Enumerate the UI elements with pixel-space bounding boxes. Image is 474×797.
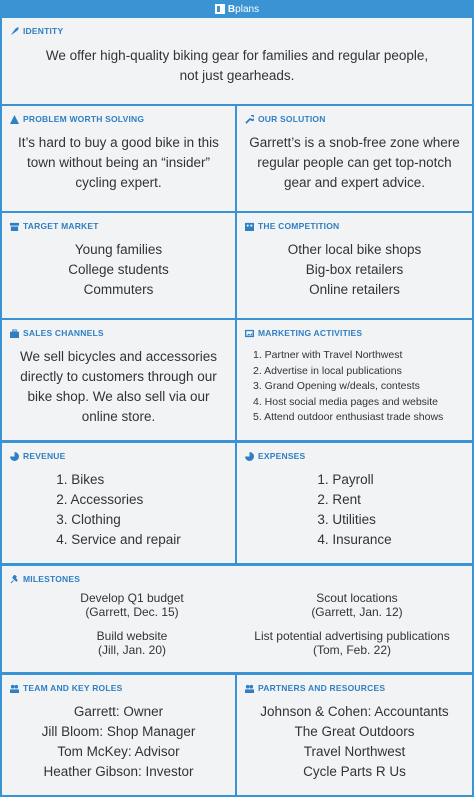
list-item: 3. Clothing xyxy=(56,512,121,527)
revenue-section xyxy=(2,443,235,563)
list-item: 2. Accessories xyxy=(56,492,144,507)
list-item: Commuters xyxy=(83,282,154,297)
list-item: Online retailers xyxy=(309,282,400,297)
list-item: Young families xyxy=(74,242,163,257)
list-item: Heather Gibson: Investor xyxy=(43,764,194,779)
solution-text: Garrett’s is a snob-free zone where regular people can get top-notch gear and expert advice. xyxy=(249,135,460,190)
warning-icon xyxy=(10,115,19,124)
pushpin-icon xyxy=(10,575,19,584)
rocket-icon xyxy=(10,27,19,36)
milestones-section xyxy=(2,566,472,672)
list-item: 5. Attend outdoor enthusiast trade shows xyxy=(253,411,444,423)
list-item: 4. Service and repair xyxy=(56,532,181,547)
list-item: 1. Payroll xyxy=(317,472,374,487)
solution-header: OUR SOLUTION xyxy=(245,114,326,124)
picture-icon xyxy=(245,329,254,338)
list-item: Big-box retailers xyxy=(305,262,404,277)
list-item: 4. Insurance xyxy=(317,532,392,547)
milestone-item xyxy=(232,629,472,657)
milestone-task: Scout locations xyxy=(316,591,398,605)
competition-list xyxy=(237,240,472,300)
milestone-item xyxy=(22,629,242,657)
list-item: 4. Host social media pages and website xyxy=(253,395,439,408)
list-item: 2. Rent xyxy=(317,492,361,507)
list-item: Jill Bloom: Shop Manager xyxy=(41,724,196,739)
list-item: 3. Utilities xyxy=(317,512,376,527)
pie-chart-icon xyxy=(245,452,254,461)
revenue-list xyxy=(2,470,235,550)
list-item: 3. Grand Opening w/deals, contests xyxy=(253,380,420,392)
team-list xyxy=(2,702,235,782)
milestone-task: Develop Q1 budget xyxy=(80,591,184,605)
list-item: 1. Bikes xyxy=(56,472,105,487)
store-icon xyxy=(10,222,19,231)
milestone-owner-date: (Garrett, Jan. 12) xyxy=(311,605,403,619)
milestone-owner-date: (Garrett, Dec. 15) xyxy=(85,605,179,619)
list-item: Tom McKey: Advisor xyxy=(57,744,180,759)
partners-list xyxy=(237,702,472,782)
milestone-item xyxy=(242,591,472,619)
competition-section xyxy=(237,213,472,318)
top-bar xyxy=(0,0,474,18)
list-item: Travel Northwest xyxy=(303,744,406,759)
milestone-owner-date: (Tom, Feb. 22) xyxy=(312,643,392,657)
pie-chart-icon xyxy=(10,452,19,461)
target-market-list xyxy=(2,240,235,300)
expenses-list xyxy=(237,470,472,550)
wrench-icon xyxy=(245,115,254,124)
list-item: College students xyxy=(68,262,169,277)
list-item: Johnson & Cohen: Accountants xyxy=(260,704,449,719)
sales-channels-section xyxy=(2,320,235,440)
revenue-header: REVENUE xyxy=(10,451,66,461)
milestone-owner-date: (Jill, Jan. 20) xyxy=(97,643,167,657)
identity-header: IDENTITY xyxy=(10,26,63,36)
sales-channels-text: We sell bicycles and accessories directly to customers through our bike shop. We also sell via our online store. xyxy=(19,349,218,424)
list-item: Cycle Parts R Us xyxy=(303,764,406,779)
marketing-section xyxy=(237,320,472,440)
bplans-logo[interactable]: Bplans xyxy=(227,3,260,15)
milestones-header: MILESTONES xyxy=(10,574,80,584)
list-item: 1. Partner with Travel Northwest xyxy=(253,349,403,361)
solution-section xyxy=(237,106,472,211)
target-market-header: TARGET MARKET xyxy=(10,221,99,231)
list-item: Other local bike shops xyxy=(287,242,422,257)
partners-section xyxy=(237,675,472,795)
sales-channels-header: SALES CHANNELS xyxy=(10,328,104,338)
expenses-header: EXPENSES xyxy=(245,451,305,461)
problem-text: It’s hard to buy a good bike in this town without being an “insider” cycling expert. xyxy=(18,135,219,190)
building-icon xyxy=(245,222,254,231)
milestone-item xyxy=(22,591,242,619)
milestone-task: Build website xyxy=(96,629,168,643)
team-header: TEAM AND KEY ROLES xyxy=(10,683,122,693)
milestone-task: List potential advertising publications xyxy=(254,629,450,643)
identity-text: We offer high-quality biking gear for families and regular people, not just gearheads. xyxy=(45,48,429,83)
briefcase-icon xyxy=(10,329,19,338)
partners-header: PARTNERS AND RESOURCES xyxy=(245,683,385,693)
marketing-list xyxy=(253,348,466,426)
people-icon xyxy=(245,684,254,693)
list-item: Garrett: Owner xyxy=(73,704,164,719)
competition-header: THE COMPETITION xyxy=(245,221,339,231)
expenses-section xyxy=(237,443,472,563)
list-item: The Great Outdoors xyxy=(294,724,415,739)
target-market-section xyxy=(2,213,235,318)
people-icon xyxy=(10,684,19,693)
problem-header: PROBLEM WORTH SOLVING xyxy=(10,114,144,124)
bplans-logo-icon xyxy=(215,4,225,14)
marketing-header: MARKETING ACTIVITIES xyxy=(245,328,362,338)
list-item: 2. Advertise in local publications xyxy=(253,364,402,377)
team-section xyxy=(2,675,235,795)
identity-section xyxy=(2,18,472,104)
problem-section xyxy=(2,106,235,211)
